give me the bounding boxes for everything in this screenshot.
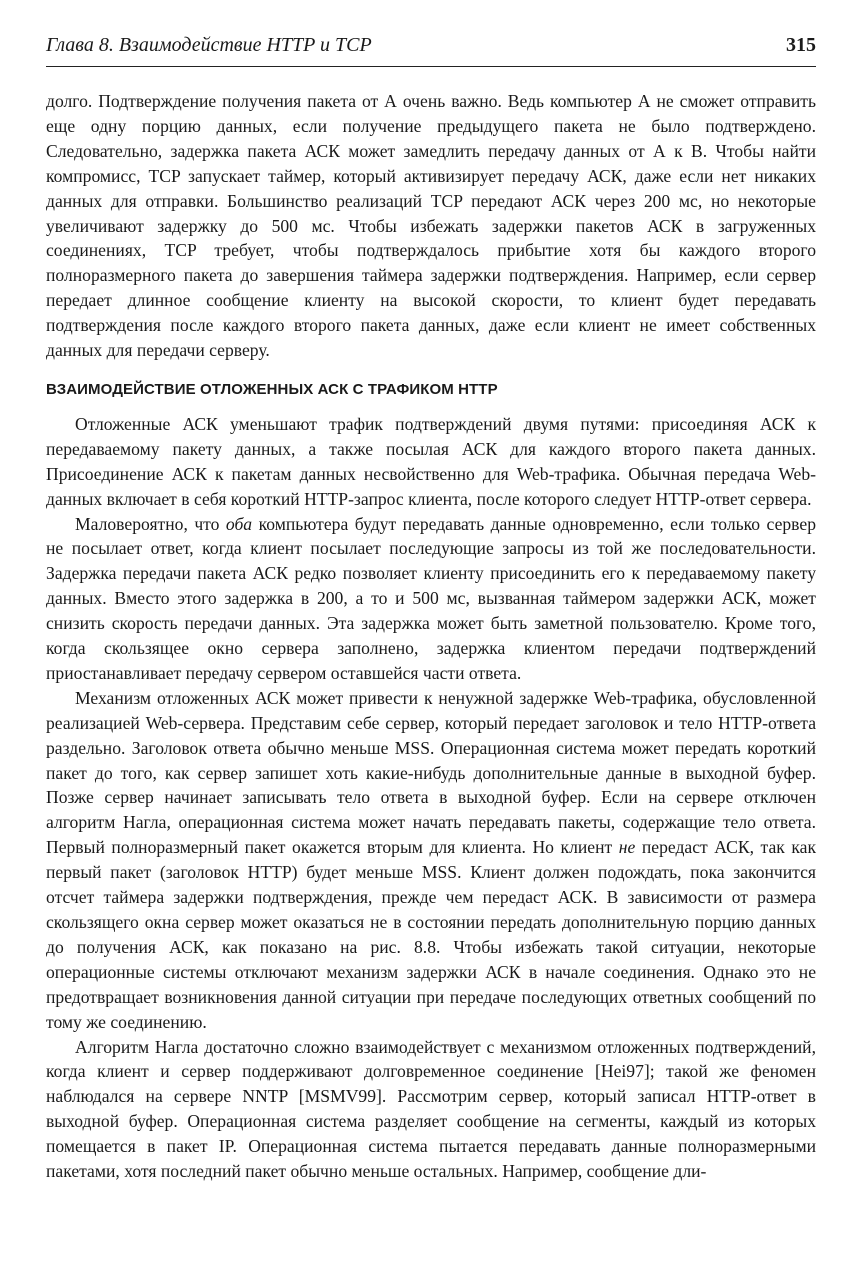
paragraph-continued: долго. Подтверждение получения пакета от А очень важно. Ведь компьютер А не сможет отправить еще одну порцию данных, если получение предыдущего пакета не было подтверждено. Следовательно, задержка пакета АСК может замедлить передачу данных от А к В. Чтобы найти компромисс, TCP запускает таймер, который активизирует передачу АСК, даже если нет никаких данных для отправки. Большинство реализаций TCP передают АСК через 200 мс, но некоторые увеличивают задержку до 500 мс. Чтобы избежать задержки пакетов АСК в загруженных соединениях, TCP требует, чтобы подтверждалось прибытие хотя бы каждого второго полноразмерного пакета до завершения таймера задержки подтверждения. Например, если сервер передает длинное сообщение клиенту на высокой скорости, то клиент будет передавать подтверждения после каждого второго пакета данных, даже если клиент не имеет собственных данных для передачи серверу. (46, 91, 816, 361)
emphasis: не (618, 837, 636, 858)
paragraph-text: компьютера будут передавать данные одновременно, если только сервер не посылает ответ, когда клиент посылает последующие запросы из той же последовательности. Задержка передачи пакета АСК редко позволяет клиенту присоединить его к передаваемому пакету данных. Вместо этого задержка в 200, а то и 500 мс, вызванная таймером задержки АСК, может снизить скорость передачи данных. Эта задержка может быть заметной пользователю. Кроме того, когда скользящее окно сервера заполнено, задержка клиентом передачи подтверждений приостанавливает передачу сервером оставшейся части ответа. (46, 513, 816, 683)
page-number: 315 (786, 34, 816, 56)
paragraph-text: Маловероятно, что (75, 513, 226, 534)
book-page (46, 34, 816, 1184)
paragraph-text: передаст АСК, так как первый пакет (заголовок HTTP) будет меньше MSS. Клиент должен подождать, пока закончится отсчет таймера задержки подтверждения, прежде чем передаст АСК. В зависимости от размера скользящего окна сервер может оказаться не в состоянии передать дополнительную порцию данных до получения АСК, как показано на рис. 8.8. Чтобы избежать такой ситуации, некоторые операционные системы отключают механизм задержки АСК в начале соединения. Однако это не предотвращает возникновения данной ситуации при передаче последующих ответных сообщений по тому же соединению. (46, 837, 817, 1032)
running-header (46, 34, 816, 67)
paragraph (46, 686, 816, 1035)
paragraph-text: Механизм отложенных АСК может привести к ненужной задержке Web-трафика, обусловленной реализацией Web-сервера. Представим себе сервер, который передает заголовок и тело HTTP-ответа раздельно. Заголовок ответа обычно меньше MSS. Операционная система может передать короткий пакет до того, как сервер запишет хоть какие-нибудь дополнительные данные в выходной буфер. Позже сервер начинает записывать тело ответа в выходной буфер. Если на сервере отключен алгоритм Нагла, операционная система может начать передавать пакеты, содержащие тело ответа. Первый полноразмерный пакет окажется вторым для клиента. Но клиент (46, 687, 816, 858)
paragraph: Алгоритм Нагла достаточно сложно взаимодействует с механизмом отложенных подтверждений, когда клиент и сервер поддерживают долговременное соединение [Hei97]; такой же феномен наблюдался на сервере NNTP [MSMV99]. Рассмотрим сервер, который записал HTTP-ответ в выходной буфер. Операционная система разделяет сообщение на сегменты, каждый из которых помещается в пакет IP. Операционная система пытается передавать данные полноразмерными пакетами, хотя последний пакет обычно меньше остальных. Например, сообщение дли- (46, 1036, 816, 1182)
emphasis: оба (225, 513, 253, 534)
chapter-title: Глава 8. Взаимодействие HTTP и TCP (46, 34, 372, 56)
section-heading: ВЗАИМОДЕЙСТВИЕ ОТЛОЖЕННЫХ АСК С ТРАФИКОМ HTTP (46, 380, 498, 398)
paragraph (46, 512, 816, 686)
paragraph: Отложенные АСК уменьшают трафик подтверждений двумя путями: присоединяя АСК к передаваемому пакету данных, а также посылая АСК для каждого второго пакета данных. Присоединение АСК к пакетам данных несвойственно для Web-трафика. Обычная передача Web-данных включает в себя короткий HTTP-запрос клиента, после которого следует HTTP-ответ сервера. (46, 413, 816, 509)
page-body (46, 89, 816, 1184)
